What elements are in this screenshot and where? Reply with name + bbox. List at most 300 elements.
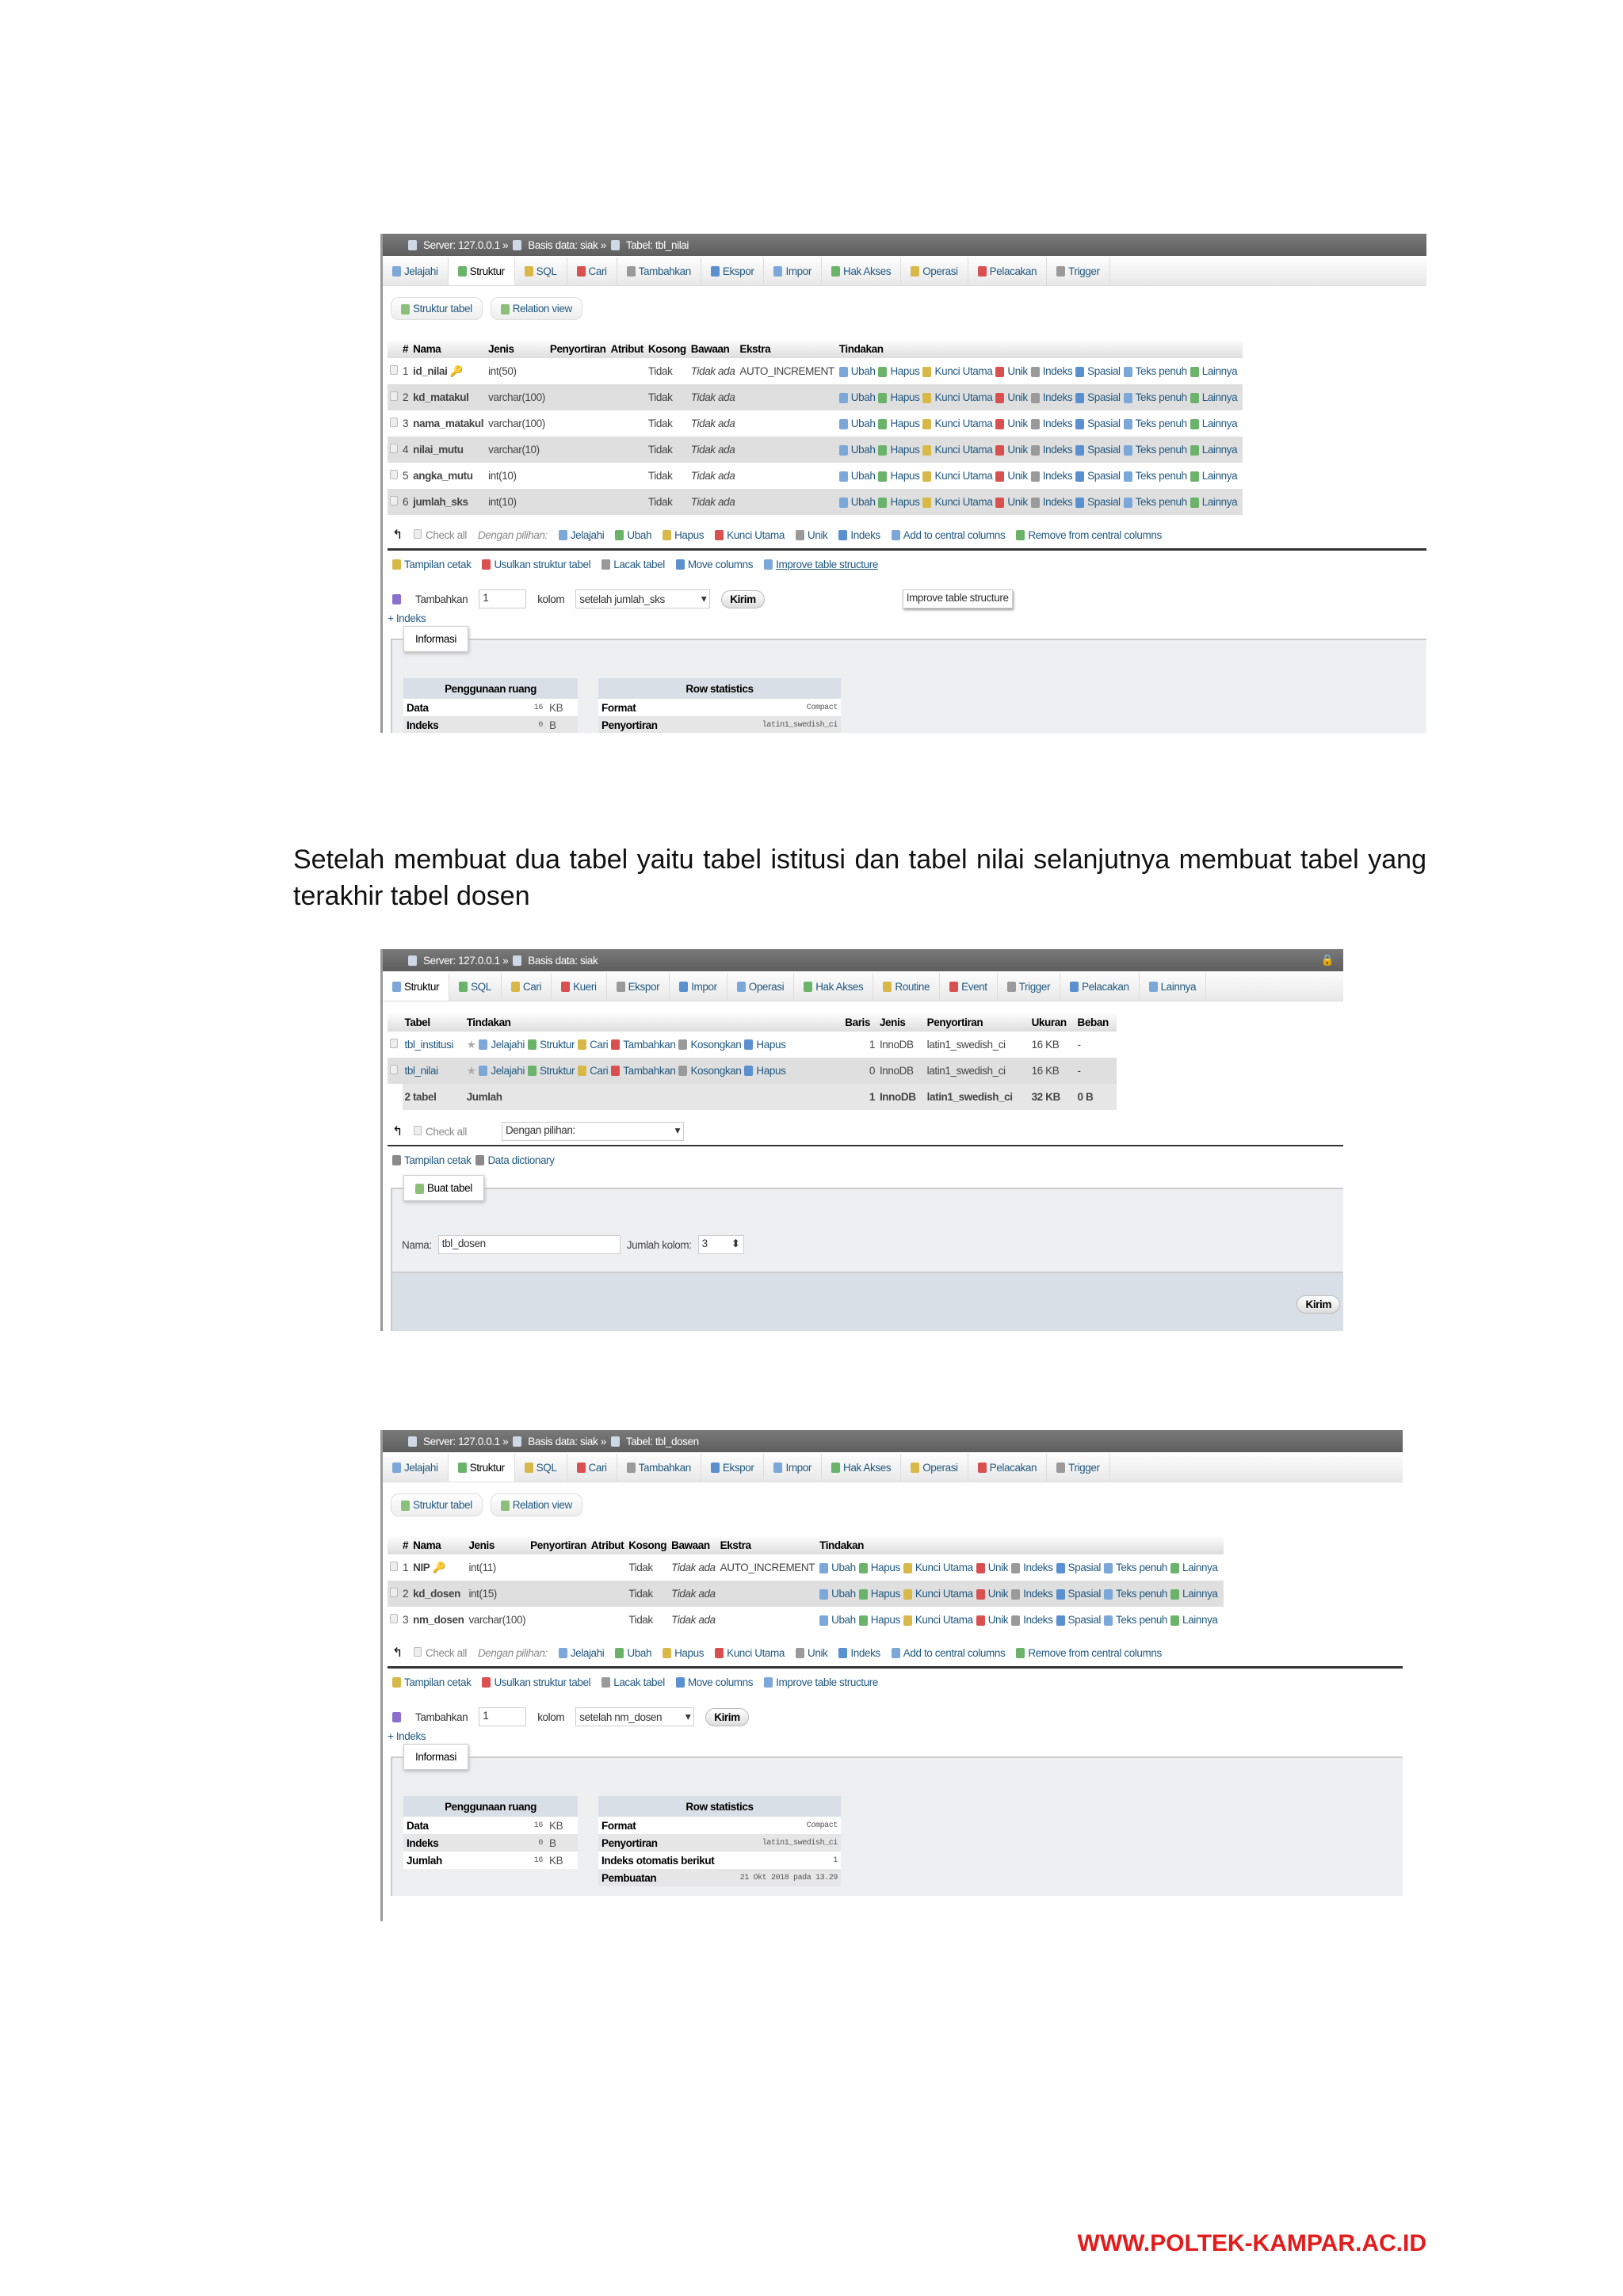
action-teks-penuh[interactable]: [1104, 1588, 1167, 1600]
check-all-arrow-icon: ↰: [392, 1646, 403, 1660]
bulk-jelajahi[interactable]: [559, 1647, 605, 1659]
tab-kueri[interactable]: [552, 973, 607, 1001]
column-extra: [737, 410, 836, 437]
action-hapus[interactable]: [744, 1065, 785, 1077]
action-teks-penuh[interactable]: [1124, 365, 1187, 377]
action-label: Spasial: [1087, 444, 1121, 456]
row-checkbox-cell[interactable]: [388, 1554, 400, 1581]
action-jelajahi[interactable]: [479, 1065, 525, 1077]
tab-operasi[interactable]: [901, 257, 968, 285]
action-lainnya[interactable]: [1190, 444, 1238, 456]
table-row: [388, 1554, 1224, 1581]
tab-event[interactable]: [940, 973, 998, 1001]
action-unik[interactable]: [995, 470, 1027, 482]
action-teks-penuh[interactable]: [1104, 1614, 1167, 1626]
table-name-link[interactable]: tbl_institusi: [404, 1039, 454, 1051]
link-label: Tampilan cetak: [404, 1154, 472, 1166]
tab-label: Cari: [522, 981, 542, 993]
submit-button[interactable]: Kirim: [721, 590, 765, 608]
cari-icon: [578, 1066, 586, 1076]
breadcrumb-item[interactable]: [408, 1436, 508, 1447]
action-unik[interactable]: [995, 418, 1027, 429]
action-spasial[interactable]: [1075, 365, 1120, 377]
trigger-icon: [1056, 1463, 1065, 1473]
stat-unit: KB: [546, 1817, 578, 1834]
lainnya-icon: [1190, 367, 1199, 377]
action-hapus[interactable]: [744, 1039, 785, 1051]
row-checkbox[interactable]: [390, 365, 398, 375]
breadcrumb-item[interactable]: [408, 955, 508, 967]
action-lainnya[interactable]: [1170, 1562, 1218, 1573]
bulk-remove-from-central-columns[interactable]: [1016, 529, 1162, 541]
breadcrumb-bar: [383, 1430, 1403, 1452]
action-cari[interactable]: [578, 1065, 608, 1077]
hapus-icon: [859, 1615, 868, 1626]
action-kunci-utama[interactable]: [903, 1588, 973, 1600]
column-collation: [548, 437, 609, 463]
space-usage-title: Penggunaan ruang: [403, 1796, 578, 1817]
tab-label: Routine: [895, 981, 930, 993]
bulk-unik[interactable]: [796, 529, 827, 541]
jelajahi-icon: [559, 530, 567, 540]
action-unik[interactable]: [976, 1562, 1008, 1573]
select-column-header: [388, 1535, 400, 1554]
row-checkbox-cell[interactable]: [388, 384, 400, 410]
checkbox[interactable]: [414, 1647, 422, 1657]
row-checkbox-cell[interactable]: [388, 410, 400, 437]
lock-icon[interactable]: 🔒: [1320, 954, 1334, 966]
lainnya-icon: [1190, 419, 1199, 429]
row-statistics-table: [598, 678, 841, 733]
bulk-actions-bar: [383, 1639, 1403, 1666]
action-spasial[interactable]: [1075, 496, 1120, 508]
action-spasial[interactable]: [1075, 444, 1120, 456]
action-indeks[interactable]: [1031, 470, 1072, 482]
action-label: Lainnya: [1182, 1588, 1218, 1600]
pelacakan-icon: [978, 1463, 987, 1473]
link-tampilan-cetak[interactable]: [392, 1676, 471, 1688]
table-row: [388, 1581, 1224, 1607]
bulk-actions-bar: [383, 1118, 1343, 1145]
improve-structure-button[interactable]: Improve table structure: [903, 589, 1013, 608]
bulk-kunci-utama[interactable]: [715, 529, 785, 541]
bulk-add-to-central-columns[interactable]: [892, 529, 1006, 541]
action-hapus[interactable]: [859, 1562, 900, 1573]
cari-icon: [511, 982, 520, 992]
link-move-columns[interactable]: [676, 1676, 753, 1688]
tab-label: Ekspor: [722, 1462, 754, 1474]
subtab-struktur-tabel[interactable]: [391, 1493, 483, 1516]
action-teks-penuh[interactable]: [1124, 418, 1187, 429]
action-spasial[interactable]: [1075, 418, 1120, 429]
primary-key-icon: 🔑: [449, 364, 464, 377]
subtab-struktur-tabel[interactable]: [391, 297, 483, 320]
check-all-checkbox[interactable]: [414, 1126, 467, 1138]
pelacakan-icon: [1070, 982, 1079, 992]
breadcrumb-item[interactable]: [513, 1436, 606, 1447]
check-all-checkbox[interactable]: [414, 1647, 467, 1659]
action-struktur[interactable]: [528, 1065, 575, 1077]
row-number: 3: [403, 1614, 409, 1626]
tab-pelacakan[interactable]: [968, 1454, 1047, 1482]
action-tambahkan[interactable]: [611, 1039, 675, 1051]
link-usulkan-struktur-tabel[interactable]: [482, 559, 590, 570]
action-lainnya[interactable]: [1190, 470, 1238, 482]
action-teks-penuh[interactable]: [1124, 391, 1187, 403]
tab-struktur[interactable]: [449, 257, 515, 285]
row-checkbox[interactable]: [390, 470, 398, 479]
link-usulkan-struktur-tabel[interactable]: [482, 1676, 590, 1688]
action-hapus[interactable]: [859, 1614, 900, 1626]
column-position-select[interactable]: [575, 1707, 694, 1726]
action-label: Spasial: [1087, 365, 1121, 377]
breadcrumb-item[interactable]: [513, 239, 606, 251]
column-type: varchar(100): [468, 1614, 526, 1626]
breadcrumb-item[interactable]: [611, 1436, 699, 1447]
tab-label: Hak Akses: [843, 1462, 892, 1474]
tab-label: Cari: [588, 265, 607, 277]
action-ubah[interactable]: [819, 1614, 856, 1626]
hapus-icon: [878, 367, 887, 377]
total-engine: InnoDB: [877, 1084, 925, 1110]
action-indeks[interactable]: [1031, 365, 1072, 377]
column-null: Tidak: [646, 489, 689, 515]
action-kunci-utama[interactable]: [922, 391, 992, 403]
tab-operasi[interactable]: [727, 973, 794, 1001]
column-header-ukuran: Ukuran: [1029, 1013, 1075, 1032]
action-spasial[interactable]: [1056, 1588, 1101, 1600]
action-ubah[interactable]: [839, 470, 876, 482]
tab-ekspor[interactable]: [607, 973, 670, 1001]
breadcrumb-item[interactable]: [513, 955, 598, 967]
action-kunci-utama[interactable]: [903, 1562, 973, 1573]
action-hapus[interactable]: [878, 391, 919, 403]
tab-impor[interactable]: [764, 257, 822, 285]
tab-lainnya[interactable]: [1140, 973, 1207, 1001]
action-label: Kunci Utama: [915, 1614, 973, 1626]
tab-jelajahi[interactable]: [383, 1454, 449, 1482]
column-collation: [548, 489, 609, 515]
action-spasial[interactable]: [1075, 470, 1120, 482]
bulk-remove-from-central-columns[interactable]: [1016, 1647, 1162, 1659]
stepper-arrows-icon[interactable]: ⬍: [731, 1238, 740, 1249]
action-ubah[interactable]: [819, 1562, 856, 1573]
create-submit-button[interactable]: Kirim: [1296, 1295, 1340, 1314]
add-index-link[interactable]: + Indeks: [388, 1730, 426, 1742]
bulk-label: Add to central columns: [903, 528, 1006, 541]
row-number: 1: [403, 365, 409, 377]
row-checkbox-cell[interactable]: [388, 1058, 403, 1084]
action-lainnya[interactable]: [1190, 391, 1238, 403]
action-jelajahi[interactable]: [479, 1039, 525, 1051]
tab-bar: [383, 973, 1343, 1001]
action-label: Unik: [1007, 418, 1028, 429]
tab-routine[interactable]: [873, 973, 940, 1001]
row-checkbox[interactable]: [390, 391, 398, 401]
tab-label: Tambahkan: [638, 1462, 691, 1474]
rowstat-row: [598, 1834, 841, 1852]
bulk-jelajahi[interactable]: [559, 529, 605, 541]
tab-label: Operasi: [922, 265, 958, 277]
action-kunci-utama[interactable]: [922, 418, 992, 429]
action-indeks[interactable]: [1011, 1562, 1052, 1573]
bulk-unik[interactable]: [796, 1647, 827, 1659]
bulk-add-to-central-columns[interactable]: [892, 1647, 1006, 1659]
action-label: Kunci Utama: [934, 496, 993, 508]
column-count-input[interactable]: 1: [479, 1707, 526, 1726]
table-name-input[interactable]: tbl_dosen: [438, 1235, 621, 1254]
row-actions: [837, 358, 1243, 384]
action-label: Jelajahi: [491, 1038, 525, 1051]
bulk-label: Jelajahi: [570, 1646, 605, 1659]
space-row: [403, 1834, 578, 1852]
chevron-down-icon: ▾: [674, 1124, 680, 1136]
bulk-hapus[interactable]: [663, 1647, 704, 1659]
action-label: Struktur: [540, 1064, 575, 1077]
add-column-icon: [392, 1712, 401, 1722]
link-lacak-tabel[interactable]: [601, 1676, 665, 1688]
row-checkbox-cell[interactable]: [388, 358, 400, 384]
tab-label: Operasi: [748, 981, 785, 993]
check-all-label: Check all: [426, 528, 467, 541]
action-hapus[interactable]: [859, 1588, 900, 1600]
table-engine: InnoDB: [877, 1058, 925, 1084]
action-unik[interactable]: [976, 1588, 1008, 1600]
column-default: Tidak ada: [671, 1562, 716, 1573]
action-indeks[interactable]: [1011, 1588, 1052, 1600]
action-unik[interactable]: [995, 444, 1027, 456]
action-label: Spasial: [1087, 470, 1121, 482]
action-lainnya[interactable]: [1170, 1588, 1218, 1600]
row-checkbox-cell[interactable]: [388, 1581, 400, 1607]
tab-hak-akses[interactable]: [822, 1454, 901, 1482]
action-indeks[interactable]: [1011, 1614, 1052, 1626]
row-checkbox[interactable]: [390, 496, 398, 505]
row-checkbox[interactable]: [390, 1588, 398, 1597]
favorite-star-icon[interactable]: ★: [466, 1064, 476, 1077]
link-tampilan-cetak[interactable]: [392, 1154, 471, 1166]
row-checkbox-cell[interactable]: [388, 1607, 400, 1633]
action-hapus[interactable]: [878, 365, 919, 377]
bulk-indeks[interactable]: [838, 529, 880, 541]
link-lacak-tabel[interactable]: [601, 559, 665, 570]
row-checkbox-cell[interactable]: [388, 437, 400, 463]
link-improve-table-structure[interactable]: [764, 559, 878, 570]
action-spasial[interactable]: [1056, 1562, 1101, 1573]
row-checkbox[interactable]: [390, 444, 398, 453]
action-hapus[interactable]: [878, 470, 919, 482]
tab-operasi[interactable]: [901, 1454, 968, 1482]
action-kunci-utama[interactable]: [922, 496, 992, 508]
action-ubah[interactable]: [819, 1588, 856, 1600]
with-selected-select[interactable]: [502, 1122, 684, 1141]
tab-label: SQL: [536, 265, 557, 277]
tab-sql[interactable]: [449, 973, 502, 1001]
link-improve-table-structure[interactable]: [764, 1676, 878, 1688]
action-tambahkan[interactable]: [611, 1065, 675, 1077]
subtab-bar: [383, 286, 1426, 331]
action-teks-penuh[interactable]: [1124, 444, 1187, 456]
tab-trigger[interactable]: [1047, 1454, 1109, 1482]
bulk-ubah[interactable]: [615, 1647, 651, 1659]
check-all-checkbox[interactable]: [414, 529, 467, 541]
tab-trigger[interactable]: [1047, 257, 1109, 285]
tab-pelacakan[interactable]: [1060, 973, 1139, 1001]
action-unik[interactable]: [995, 496, 1027, 508]
tab-cari[interactable]: [567, 257, 617, 285]
indeks-icon: [1031, 419, 1040, 429]
table-overhead: -: [1075, 1058, 1117, 1084]
tab-tambahkan[interactable]: [617, 257, 701, 285]
bulk-hapus[interactable]: [663, 529, 704, 541]
row-checkbox[interactable]: [390, 1562, 398, 1571]
action-label: Hapus: [890, 418, 920, 429]
action-ubah[interactable]: [839, 496, 876, 508]
tab-ekspor[interactable]: [701, 1454, 765, 1482]
information-legend: Informasi: [403, 1744, 468, 1770]
action-hapus[interactable]: [878, 496, 919, 508]
action-kunci-utama[interactable]: [922, 444, 992, 456]
action-unik[interactable]: [995, 365, 1027, 377]
stat-value: 0: [508, 1834, 546, 1852]
tab-impor[interactable]: [764, 1454, 822, 1482]
bulk-kunci-utama[interactable]: [715, 1647, 785, 1659]
teks-penuh-icon: [1124, 471, 1132, 482]
column-null: Tidak: [647, 365, 673, 377]
row-checkbox[interactable]: [390, 1039, 398, 1048]
action-ubah[interactable]: [839, 444, 876, 456]
link-move-columns[interactable]: [676, 559, 753, 570]
action-unik[interactable]: [995, 391, 1027, 403]
tab-sql[interactable]: [515, 257, 567, 285]
action-indeks[interactable]: [1031, 496, 1072, 508]
tab-impor[interactable]: [670, 973, 727, 1001]
action-ubah[interactable]: [839, 418, 876, 429]
action-kunci-utama[interactable]: [922, 470, 992, 482]
tab-hak-akses[interactable]: [794, 973, 873, 1001]
action-struktur[interactable]: [528, 1039, 575, 1051]
favorite-star-icon[interactable]: ★: [466, 1038, 476, 1051]
action-teks-penuh[interactable]: [1124, 496, 1187, 508]
tab-jelajahi[interactable]: [383, 257, 449, 285]
ubah-icon: [839, 445, 848, 456]
link-tampilan-cetak[interactable]: [392, 559, 471, 570]
submit-button[interactable]: Kirim: [705, 1708, 749, 1726]
column-count-stepper[interactable]: [698, 1235, 744, 1254]
action-lainnya[interactable]: [1190, 496, 1238, 508]
tab-trigger[interactable]: [998, 973, 1060, 1001]
subtab-relation-view[interactable]: [491, 1493, 582, 1516]
bulk-indeks[interactable]: [838, 1647, 880, 1659]
tab-label: Event: [961, 981, 987, 993]
table-row: [388, 489, 1243, 515]
column-header-tabel[interactable]: Tabel: [403, 1013, 464, 1032]
action-lainnya[interactable]: [1190, 365, 1238, 377]
action-spasial[interactable]: [1075, 391, 1120, 403]
column-header-penyortiran: Penyortiran: [528, 1535, 589, 1554]
row-checkbox-cell[interactable]: [388, 1032, 403, 1058]
action-indeks[interactable]: [1031, 418, 1072, 429]
action-kunci-utama[interactable]: [922, 365, 992, 377]
row-checkbox[interactable]: [390, 418, 398, 427]
table-name-link[interactable]: tbl_nilai: [403, 1058, 464, 1084]
table-icon: [611, 240, 620, 250]
kunci-utama-icon: [922, 419, 931, 429]
unik-icon: [995, 498, 1004, 508]
tab-tambahkan[interactable]: [617, 1454, 701, 1482]
tab-struktur[interactable]: [383, 973, 449, 1001]
tab-label: Ekspor: [722, 265, 754, 277]
checkbox[interactable]: [414, 1126, 422, 1135]
action-label: Ubah: [850, 470, 876, 482]
column-header-ekstra: Ekstra: [718, 1535, 817, 1554]
action-teks-penuh[interactable]: [1124, 470, 1187, 482]
action-kunci-utama[interactable]: [903, 1614, 973, 1626]
action-spasial[interactable]: [1056, 1614, 1101, 1626]
link-data-dictionary[interactable]: [475, 1154, 554, 1166]
checkbox[interactable]: [414, 529, 422, 539]
action-lainnya[interactable]: [1170, 1614, 1218, 1626]
row-checkbox[interactable]: [390, 1065, 398, 1074]
event-icon: [949, 982, 958, 992]
action-kosongkan[interactable]: [678, 1065, 741, 1077]
column-extra: [737, 437, 836, 463]
tab-hak-akses[interactable]: [822, 257, 901, 285]
row-checkbox-cell[interactable]: [388, 463, 400, 489]
improve-table-structure-icon: [764, 1677, 773, 1688]
action-teks-penuh[interactable]: [1104, 1562, 1167, 1573]
tab-sql[interactable]: [515, 1454, 567, 1482]
column-position-select[interactable]: [575, 589, 710, 608]
action-ubah[interactable]: [839, 365, 876, 377]
row-checkbox-cell[interactable]: [388, 489, 400, 515]
tab-cari[interactable]: [567, 1454, 617, 1482]
action-indeks[interactable]: [1031, 444, 1072, 456]
action-label: Cari: [590, 1064, 609, 1077]
action-cari[interactable]: [578, 1039, 608, 1051]
column-type: int(10): [486, 489, 548, 515]
action-label: Teks penuh: [1135, 365, 1187, 377]
tab-pelacakan[interactable]: [968, 257, 1047, 285]
action-hapus[interactable]: [878, 418, 919, 429]
database-icon: [513, 240, 521, 250]
hak-akses-icon: [831, 266, 840, 277]
action-hapus[interactable]: [878, 444, 919, 456]
tab-struktur[interactable]: [449, 1454, 515, 1482]
action-kosongkan[interactable]: [678, 1039, 741, 1051]
tab-ekspor[interactable]: [701, 257, 765, 285]
action-label: Teks penuh: [1115, 1562, 1168, 1573]
with-selected-label: Dengan pilihan:: [477, 1646, 548, 1659]
breadcrumb-item[interactable]: [408, 239, 508, 251]
unit-label: kolom: [537, 593, 565, 605]
row-checkbox[interactable]: [390, 1614, 398, 1623]
action-ubah[interactable]: [839, 391, 876, 403]
column-count-input[interactable]: 1: [479, 589, 526, 608]
action-unik[interactable]: [976, 1614, 1008, 1626]
action-indeks[interactable]: [1031, 391, 1072, 403]
add-to-central-columns-icon: [892, 1648, 900, 1658]
tab-cari[interactable]: [502, 973, 552, 1001]
add-index-link[interactable]: + Indeks: [388, 612, 426, 624]
breadcrumb-item[interactable]: [611, 239, 689, 251]
check-all-label: Check all: [426, 1125, 467, 1138]
action-lainnya[interactable]: [1190, 418, 1238, 429]
action-label: Kosongkan: [690, 1064, 742, 1077]
column-header-kosong: Kosong: [646, 339, 689, 358]
bulk-ubah[interactable]: [615, 529, 651, 541]
subtab-relation-view[interactable]: [491, 297, 582, 320]
